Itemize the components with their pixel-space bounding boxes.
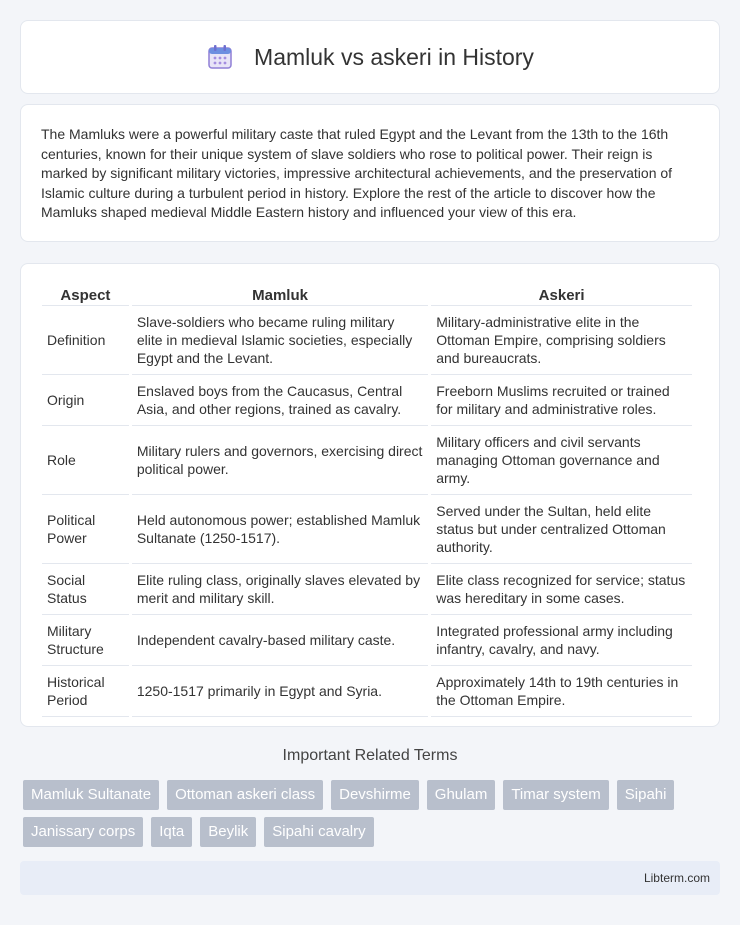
cell-mamluk: 1250-1517 primarily in Egypt and Syria. (132, 666, 428, 717)
cell-aspect: Origin (42, 375, 129, 426)
tag-ghulam[interactable]: Ghulam (427, 780, 496, 810)
tag-beylik[interactable]: Beylik (200, 817, 256, 847)
table-header-row (42, 284, 692, 306)
cell-aspect: Historical Period (42, 666, 129, 717)
table-row (42, 495, 692, 564)
cell-mamluk: Held autonomous power; established Mamluk Sultanate (1250-1517). (132, 495, 428, 564)
table-row (42, 375, 692, 426)
cell-askeri: Military-administrative elite in the Ottoman Empire, comprising soldiers and bureaucrats. (431, 306, 692, 375)
comparison-table (39, 284, 695, 717)
related-tags (23, 780, 723, 847)
tag-devshirme[interactable]: Devshirme (331, 780, 419, 810)
calendar-icon (206, 43, 234, 71)
header-mamluk: Mamluk (132, 284, 428, 306)
tag-ottoman-askeri-class[interactable]: Ottoman askeri class (167, 780, 323, 810)
cell-askeri: Military officers and civil servants managing Ottoman governance and army. (431, 426, 692, 495)
page-title: Mamluk vs askeri in History (254, 43, 534, 70)
cell-aspect: Definition (42, 306, 129, 375)
intro-text: The Mamluks were a powerful military caste that ruled Egypt and the Levant from the 13th to the 16th centuries, known for their unique system of slave soldiers who rose to political power. Their reign is marked by significant military victories, impressive architectural achievements, and the preservation of Islamic culture during a turbulent period in history. Explore the rest of the article to discover how the Mamluks shaped medieval Middle Eastern history and influenced your view of this era. (41, 126, 673, 220)
cell-mamluk: Independent cavalry-based military caste. (132, 615, 428, 666)
cell-mamluk: Elite ruling class, originally slaves elevated by merit and military skill. (132, 564, 428, 615)
header-card (20, 20, 720, 94)
header-aspect: Aspect (42, 284, 129, 306)
cell-aspect: Social Status (42, 564, 129, 615)
tag-janissary-corps[interactable]: Janissary corps (23, 817, 143, 847)
tag-mamluk-sultanate[interactable]: Mamluk Sultanate (23, 780, 159, 810)
table-row (42, 564, 692, 615)
table-row (42, 615, 692, 666)
tag-sipahi-cavalry[interactable]: Sipahi cavalry (264, 817, 373, 847)
cell-mamluk: Military rulers and governors, exercising direct political power. (132, 426, 428, 495)
cell-mamluk: Enslaved boys from the Caucasus, Central Asia, and other regions, trained as cavalry. (132, 375, 428, 426)
intro-card (20, 104, 720, 242)
table-row (42, 666, 692, 717)
table-row (42, 306, 692, 375)
cell-askeri: Freeborn Muslims recruited or trained for military and administrative roles. (431, 375, 692, 426)
cell-askeri: Approximately 14th to 19th centuries in the Ottoman Empire. (431, 666, 692, 717)
tag-sipahi[interactable]: Sipahi (617, 780, 675, 810)
related-terms-title: Important Related Terms (282, 747, 458, 764)
cell-askeri: Integrated professional army including infantry, cavalry, and navy. (431, 615, 692, 666)
table-row (42, 426, 692, 495)
tag-timar-system[interactable]: Timar system (503, 780, 608, 810)
cell-aspect: Military Structure (42, 615, 129, 666)
footer (20, 861, 720, 895)
cell-askeri: Served under the Sultan, held elite status but under centralized Ottoman authority. (431, 495, 692, 564)
tag-iqta[interactable]: Iqta (151, 817, 192, 847)
cell-aspect: Political Power (42, 495, 129, 564)
comparison-card (20, 263, 720, 727)
header-askeri: Askeri (431, 284, 692, 306)
cell-mamluk: Slave-soldiers who became ruling military elite in medieval Islamic societies, especially Egypt and the Levant. (132, 306, 428, 375)
cell-aspect: Role (42, 426, 129, 495)
footer-site-link[interactable]: Libterm.com (643, 871, 710, 885)
cell-askeri: Elite class recognized for service; status was hereditary in some cases. (431, 564, 692, 615)
